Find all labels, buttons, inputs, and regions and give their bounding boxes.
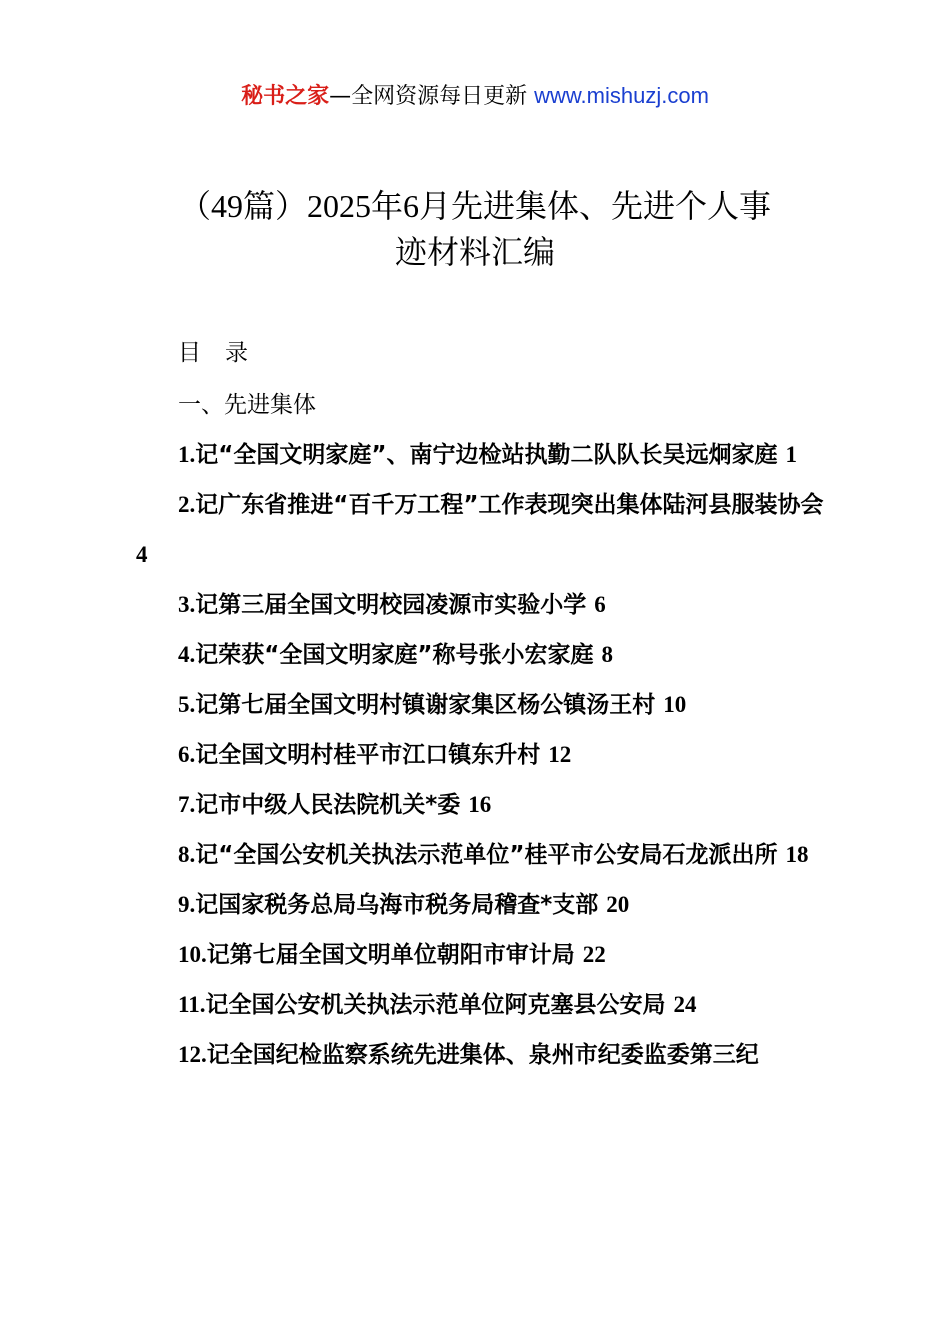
toc-item-number: 4. xyxy=(178,642,196,667)
toc-item-number: 11. xyxy=(178,992,206,1017)
toc-item[interactable] xyxy=(128,1030,838,1080)
brand-name: 秘书之家 xyxy=(241,84,330,109)
toc-item[interactable] xyxy=(128,880,838,930)
toc-item-page: 4 xyxy=(136,542,148,567)
toc-item[interactable] xyxy=(128,630,838,680)
toc-item-text: 记国家税务总局乌海市税务局稽查*支部 xyxy=(195,892,599,918)
toc-item[interactable] xyxy=(128,730,838,780)
toc-item[interactable] xyxy=(128,830,838,880)
toc-item-text: 记第七届全国文明村镇谢家集区杨公镇汤王村 xyxy=(195,692,656,718)
toc-item-number: 2. xyxy=(178,492,196,517)
toc-heading-char-2: 录 xyxy=(225,340,248,366)
toc-item-page: 10 xyxy=(663,692,687,717)
toc-list xyxy=(128,430,838,1080)
toc-heading xyxy=(178,336,248,370)
document-title-line-2: 迹材料汇编 xyxy=(394,234,555,270)
toc-item-page: 16 xyxy=(468,792,492,817)
toc-item[interactable] xyxy=(128,580,838,630)
toc-item-page: 1 xyxy=(785,442,797,467)
toc-item-page: 22 xyxy=(582,942,606,967)
toc-item-page: 8 xyxy=(601,642,613,667)
toc-item-text: 记广东省推进“百千万工程”工作表现突出集体陆河县服装协会 xyxy=(195,492,824,518)
toc-item-number: 3. xyxy=(178,592,196,617)
toc-item-number: 9. xyxy=(178,892,196,917)
toc-item[interactable] xyxy=(128,430,838,480)
toc-item-page: 20 xyxy=(606,892,630,917)
toc-item[interactable] xyxy=(128,930,838,980)
toc-item-text: 记“全国公安机关执法示范单位”桂平市公安局石龙派出所 xyxy=(195,842,778,868)
toc-item[interactable] xyxy=(128,680,838,730)
toc-item-page: 6 xyxy=(594,592,606,617)
site-url-link[interactable]: www.mishuzj.com xyxy=(534,83,709,108)
section-heading-advanced-collectives: 一、先进集体 xyxy=(178,392,316,418)
toc-item-number: 1. xyxy=(178,442,196,467)
toc-item-text: 记全国文明村桂平市江口镇东升村 xyxy=(195,742,541,768)
toc-item-text: 记第七届全国文明单位朝阳市审计局 xyxy=(206,942,575,968)
toc-item-text: 记全国公安机关执法示范单位阿克塞县公安局 xyxy=(205,992,666,1018)
toc-item-page: 12 xyxy=(548,742,572,767)
toc-item[interactable] xyxy=(128,480,838,580)
document-title xyxy=(100,183,850,275)
header-tagline: —全网资源每日更新 xyxy=(329,84,528,109)
toc-item-number: 6. xyxy=(178,742,196,767)
toc-item-number: 7. xyxy=(178,792,196,817)
toc-heading-char-1: 目 xyxy=(178,340,201,366)
toc-item[interactable] xyxy=(128,980,838,1030)
toc-item-number: 12. xyxy=(178,1042,207,1067)
toc-item-text: 记第三届全国文明校园凌源市实验小学 xyxy=(195,592,587,618)
toc-item-text: 记全国纪检监察系统先进集体、泉州市纪委监委第三纪 xyxy=(206,1042,759,1068)
toc-item-number: 5. xyxy=(178,692,196,717)
toc-item-text: 记“全国文明家庭”、南宁边检站执勤二队队长吴远炯家庭 xyxy=(195,442,778,468)
toc-item-number: 10. xyxy=(178,942,207,967)
site-header xyxy=(0,80,950,113)
toc-item[interactable] xyxy=(128,780,838,830)
toc-item-number: 8. xyxy=(178,842,196,867)
toc-item-text: 记市中级人民法院机关*委 xyxy=(195,792,461,818)
document-title-line-1: （49篇）2025年6月先进集体、先进个人事 xyxy=(178,188,771,224)
toc-item-page: 24 xyxy=(673,992,697,1017)
toc-item-text: 记荣获“全国文明家庭”称号张小宏家庭 xyxy=(195,642,594,668)
toc-item-page: 18 xyxy=(785,842,809,867)
